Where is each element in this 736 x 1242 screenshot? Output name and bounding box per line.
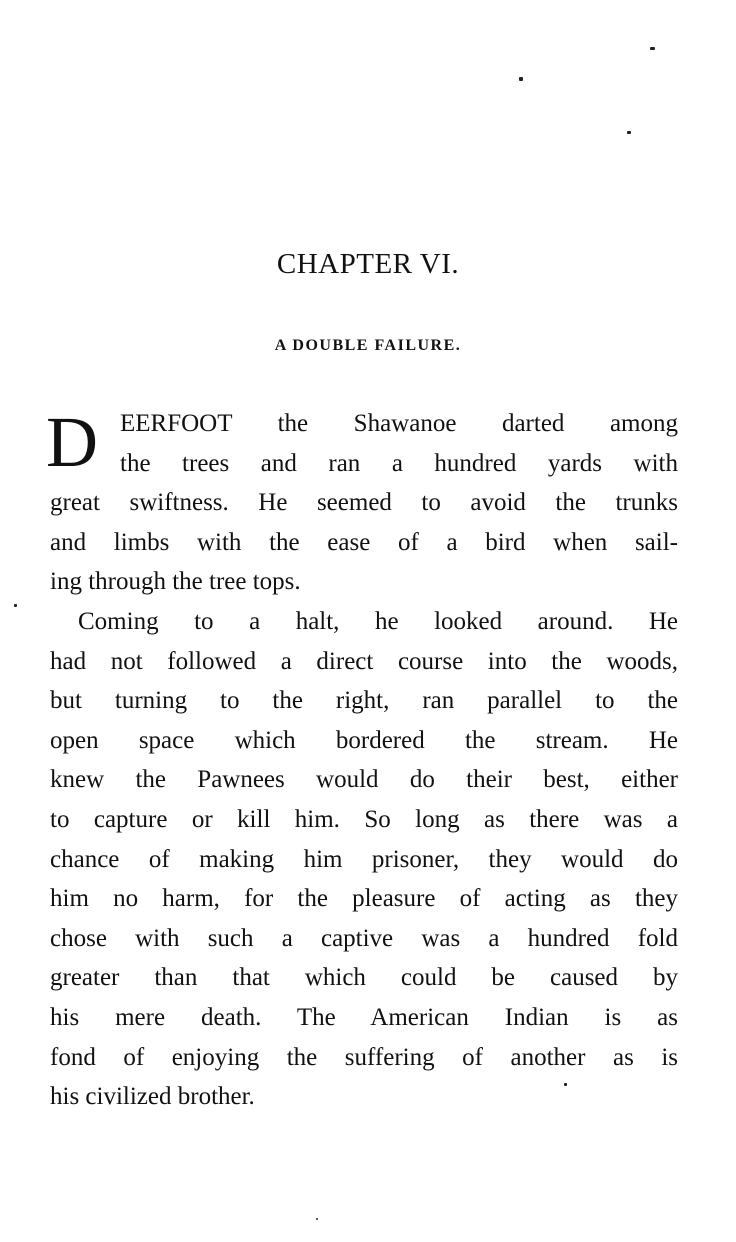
- print-speck: [316, 1218, 318, 1220]
- drop-cap: D: [46, 402, 98, 482]
- text-line: open space which bordered the stream. He: [50, 726, 678, 754]
- text-line: knew the Pawnees would do their best, either: [50, 766, 678, 794]
- print-speck: [627, 131, 631, 134]
- text-line: his civilized brother.: [50, 1083, 255, 1111]
- text-line: greater than that which could be caused by: [50, 964, 678, 992]
- text-line: and limbs with the ease of a bird when sail-: [50, 528, 678, 556]
- print-speck: [650, 47, 655, 50]
- text-line: EERFOOT the Shawanoe darted among: [120, 410, 678, 437]
- text-line: chose with such a captive was a hundred fold: [50, 924, 678, 952]
- text-line: but turning to the right, ran parallel to the: [50, 687, 678, 715]
- text-line: fond of enjoying the suffering of another as is: [50, 1043, 678, 1071]
- text-line: chance of making him prisoner, they would do: [50, 845, 678, 873]
- text-line: ing through the tree tops.: [50, 568, 301, 596]
- text-line: him no harm, for the pleasure of acting as they: [50, 885, 678, 913]
- text-line: to capture or kill him. So long as there was a: [50, 805, 678, 833]
- text-line: Coming to a halt, he looked around. He: [78, 607, 678, 635]
- text-line: great swiftness. He seemed to avoid the trunks: [50, 489, 678, 517]
- body-text: [46, 402, 678, 1117]
- chapter-title: CHAPTER VI.: [276, 248, 460, 280]
- text-line: had not followed a direct course into the woods,: [50, 647, 678, 675]
- text-line: his mere death. The American Indian is as: [50, 1003, 678, 1031]
- text-line: the trees and ran a hundred yards with: [120, 449, 678, 477]
- chapter-subtitle: A DOUBLE FAILURE.: [274, 337, 462, 354]
- print-speck: [519, 77, 523, 81]
- print-speck: [14, 604, 17, 607]
